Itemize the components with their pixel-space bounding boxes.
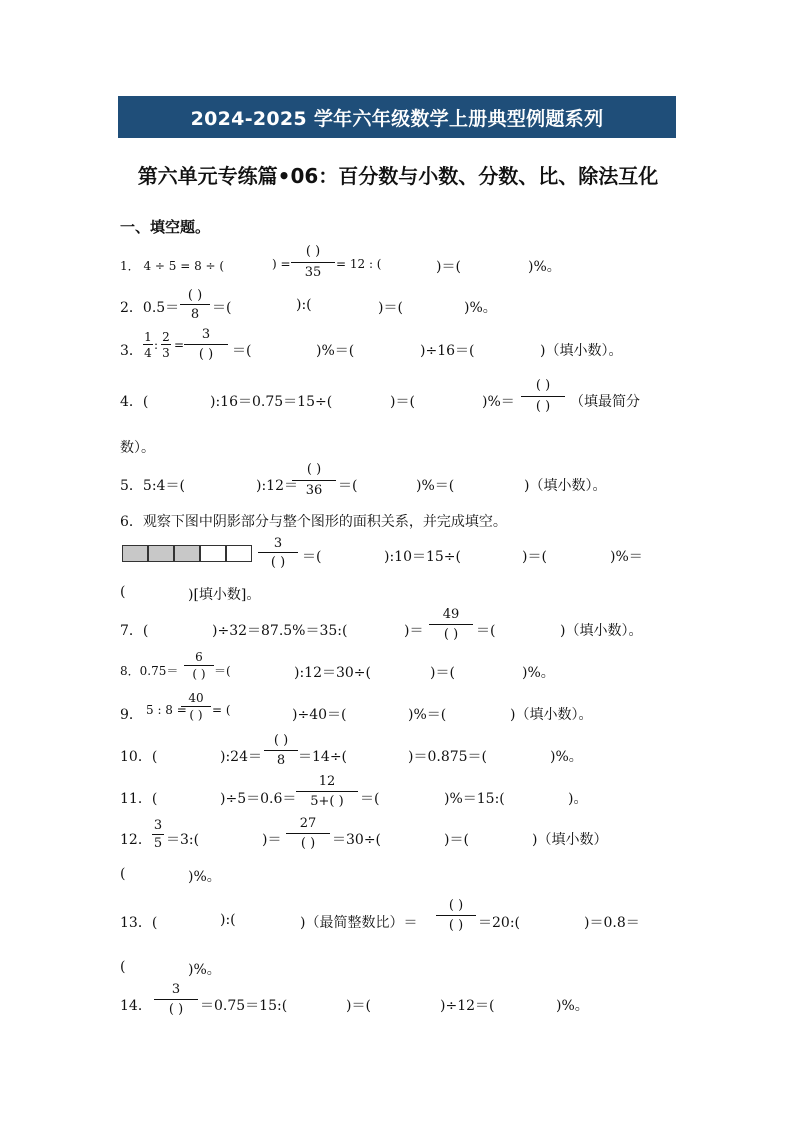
- fraction-bar: [429, 624, 473, 625]
- q3-numerator: 3: [201, 327, 211, 342]
- q5-part-e: )（填小数）。: [524, 478, 607, 494]
- q9-part-a: 9．: [120, 707, 143, 723]
- q10-fraction: [264, 733, 298, 769]
- q12-fraction-2: [286, 816, 330, 852]
- q13-part-a: 13．(: [120, 915, 158, 931]
- q7-numerator: 49: [442, 607, 460, 622]
- q4-part-c: )＝(: [390, 394, 415, 410]
- q1-numerator: ( ): [305, 244, 321, 259]
- fraction-bar: [296, 791, 358, 792]
- q12-part-h: )%。: [188, 869, 221, 885]
- q11-denominator: 5+( ): [310, 794, 344, 809]
- fraction-bar: [180, 304, 210, 305]
- q6-fraction: [258, 536, 298, 572]
- q3-fraction-1: [143, 330, 153, 360]
- q5-fraction: [292, 462, 336, 498]
- q1-part-b: ) =: [272, 257, 291, 271]
- q2-part-b: ＝(: [212, 300, 232, 316]
- q1-part-a: 1． 4 ÷ 5 = 8 ÷ (: [120, 259, 225, 273]
- q4-part-a: 4．(: [120, 394, 149, 410]
- fraction-bar: [154, 999, 198, 1000]
- q6-part-b: ＝(: [302, 549, 322, 565]
- q8-part-c: ):12＝30÷(: [294, 665, 371, 681]
- q10-part-d: )＝0.875＝(: [408, 749, 488, 765]
- q3-part-d: )÷16＝(: [420, 343, 475, 359]
- q13-part-d: ＝20:(: [478, 915, 520, 931]
- shaded-cell: [122, 545, 148, 562]
- q12-fraction-1: [152, 818, 164, 852]
- q3-f1-den: 4: [144, 346, 152, 360]
- q5-denominator: 36: [305, 483, 323, 498]
- q9-part-f: )（填小数）。: [510, 707, 593, 723]
- q12-f1-den: 5: [153, 836, 163, 851]
- q10-part-e: )%。: [550, 749, 583, 765]
- q2-part-a: 2．0.5＝: [120, 300, 180, 316]
- q3-part-b: ＝(: [232, 343, 252, 359]
- q13-part-f: (: [120, 959, 126, 975]
- q10-denominator: 8: [276, 753, 286, 768]
- q6-part-c: ):10＝15÷(: [384, 549, 461, 565]
- q3-part-c: )%＝(: [316, 343, 355, 359]
- q12-part-d: ＝30÷(: [332, 832, 382, 848]
- q3-f2-den: 3: [162, 346, 170, 360]
- q11-numerator: 12: [318, 774, 336, 789]
- q2-part-d: )＝(: [378, 300, 403, 316]
- fraction-bar: [161, 344, 171, 345]
- q11-part-b: )÷5＝0.6＝: [220, 791, 297, 807]
- q9-fraction: [181, 691, 211, 725]
- q12-part-g: (: [120, 866, 126, 882]
- q11-fraction: [296, 774, 358, 810]
- q2-denominator: 8: [190, 307, 200, 322]
- q7-part-d: ＝(: [476, 623, 496, 639]
- fraction-bar: [291, 262, 335, 263]
- q4-numerator: ( ): [535, 378, 551, 393]
- q12-part-c: )＝: [262, 832, 282, 848]
- q14-numerator: 3: [171, 982, 181, 997]
- q13-numerator: ( ): [448, 898, 464, 913]
- q4-denominator: ( ): [535, 399, 551, 414]
- q3-equals: =: [174, 338, 185, 352]
- q13-fraction: [436, 898, 476, 934]
- q3-f2-num: 2: [162, 330, 170, 344]
- q8-numerator: 6: [195, 650, 203, 664]
- q8-part-e: )%。: [522, 665, 555, 681]
- q7-part-a: 7．(: [120, 623, 149, 639]
- q14-part-e: )%。: [556, 998, 589, 1014]
- section-heading: 一、填空题。: [120, 218, 211, 236]
- q2-part-e: )%。: [464, 300, 497, 316]
- fraction-bar: [286, 833, 330, 834]
- q11-part-a: 11．(: [120, 791, 158, 807]
- q3-f1-num: 1: [144, 330, 152, 344]
- q7-part-c: )＝: [404, 623, 424, 639]
- fraction-bar: [292, 480, 336, 481]
- q2-numerator: ( ): [187, 288, 203, 303]
- q9-part-e: )%＝(: [408, 707, 447, 723]
- q13-part-b: ):(: [220, 912, 236, 928]
- q12-part-b: ＝3:(: [166, 832, 200, 848]
- q14-part-b: ＝0.75＝15:(: [200, 998, 288, 1014]
- fraction-bar: [521, 396, 565, 397]
- q5-part-d: )%＝(: [416, 478, 455, 494]
- blank-cell: [200, 545, 226, 562]
- q6-part-e: )%＝: [610, 549, 643, 565]
- q12-f1-num: 3: [153, 818, 163, 833]
- q4-part-b: ):16＝0.75＝15÷(: [210, 394, 333, 410]
- q2-fraction: [180, 288, 210, 322]
- q7-part-b: )÷32＝87.5%＝35:(: [212, 623, 348, 639]
- blank-cell: [226, 545, 252, 562]
- fraction-bar: [184, 665, 214, 666]
- q6-numerator: 3: [273, 536, 283, 551]
- fraction-bar: [264, 750, 298, 751]
- page-subtitle: 第六单元专练篇•06：百分数与小数、分数、比、除法互化: [137, 164, 659, 188]
- q9-denominator: ( ): [189, 708, 203, 722]
- q10-part-a: 10．(: [120, 749, 158, 765]
- q2-part-c: ):(: [296, 297, 312, 313]
- q6-part-g: )[填小数]。: [188, 587, 261, 603]
- q5-part-b: ):12＝: [256, 478, 298, 494]
- q13-part-e: )＝0.8＝: [584, 915, 640, 931]
- fraction-bar: [152, 834, 164, 835]
- q10-part-c: ＝14÷(: [298, 749, 348, 765]
- q1-part-d: )＝(: [436, 259, 461, 275]
- q8-fraction: [184, 650, 214, 684]
- q8-part-b: ＝(: [214, 664, 231, 678]
- q1-denominator: 35: [304, 265, 322, 280]
- q14-part-d: )÷12＝(: [440, 998, 495, 1014]
- q5-numerator: ( ): [306, 462, 322, 477]
- fraction-bar: [258, 552, 298, 553]
- q3-fraction-3: [184, 327, 228, 363]
- title-banner: [118, 96, 676, 138]
- q6-denominator: ( ): [270, 555, 286, 570]
- q11-part-e: )。: [568, 791, 588, 807]
- q12-part-a: 12．: [120, 832, 152, 848]
- q12-part-e: )＝(: [444, 832, 469, 848]
- fraction-bar: [143, 344, 153, 345]
- q6-part-d: )＝(: [522, 549, 547, 565]
- q9-part-c: = (: [212, 703, 231, 717]
- q10-part-b: ):24＝: [220, 749, 262, 765]
- q1-fraction: [291, 244, 335, 280]
- q8-denominator: ( ): [192, 667, 206, 681]
- banner-title: 2024-2025 学年六年级数学上册典型例题系列: [190, 107, 604, 130]
- q3-denominator: ( ): [198, 347, 214, 362]
- q12-denominator: ( ): [300, 836, 316, 851]
- q7-denominator: ( ): [443, 627, 459, 642]
- q1-part-c: = 12 : (: [336, 257, 382, 271]
- q13-part-c: )（最简整数比）＝: [300, 915, 418, 931]
- q6-part-f: (: [120, 584, 126, 600]
- q13-part-g: )%。: [188, 962, 221, 978]
- q4-part-f: 数）。: [120, 440, 155, 456]
- q7-part-e: )（填小数）。: [560, 623, 643, 639]
- q5-part-a: 5．5:4＝(: [120, 478, 185, 494]
- q3-part-e: )（填小数）。: [540, 343, 623, 359]
- q10-numerator: ( ): [273, 733, 289, 748]
- q14-denominator: ( ): [168, 1002, 184, 1017]
- q3-fraction-2: [161, 330, 171, 360]
- q11-part-d: )%＝15:(: [444, 791, 505, 807]
- q12-part-f: )（填小数）: [532, 832, 608, 848]
- q6-part-a: 6．观察下图中阴影部分与整个图形的面积关系，并完成填空。: [120, 514, 507, 530]
- q4-fraction: [521, 378, 565, 414]
- shaded-cell: [174, 545, 200, 562]
- q5-part-c: ＝(: [338, 478, 358, 494]
- q3-part-a: 3．: [120, 343, 143, 359]
- q9-numerator: 40: [188, 691, 204, 705]
- q3-colon: :: [154, 338, 159, 352]
- fraction-bar: [436, 915, 476, 916]
- q7-fraction: [429, 607, 473, 643]
- fraction-bar: [181, 706, 211, 707]
- q4-part-e: （填最简分: [570, 394, 640, 410]
- q9-part-b: 5 : 8 =: [146, 703, 187, 717]
- shaded-cell: [148, 545, 174, 562]
- fraction-bar: [184, 344, 228, 345]
- q12-numerator: 27: [299, 816, 317, 831]
- q8-part-a: 8．0.75＝: [120, 664, 179, 678]
- q8-part-d: )＝(: [430, 665, 455, 681]
- q13-denominator: ( ): [448, 918, 464, 933]
- q11-part-c: ＝(: [360, 791, 380, 807]
- q14-part-c: )＝(: [346, 998, 371, 1014]
- q4-part-d: )%＝: [482, 394, 515, 410]
- q14-fraction: [154, 982, 198, 1018]
- q9-part-d: )÷40＝(: [292, 707, 347, 723]
- q14-part-a: 14．: [120, 998, 152, 1014]
- q1-part-e: )%。: [528, 259, 561, 275]
